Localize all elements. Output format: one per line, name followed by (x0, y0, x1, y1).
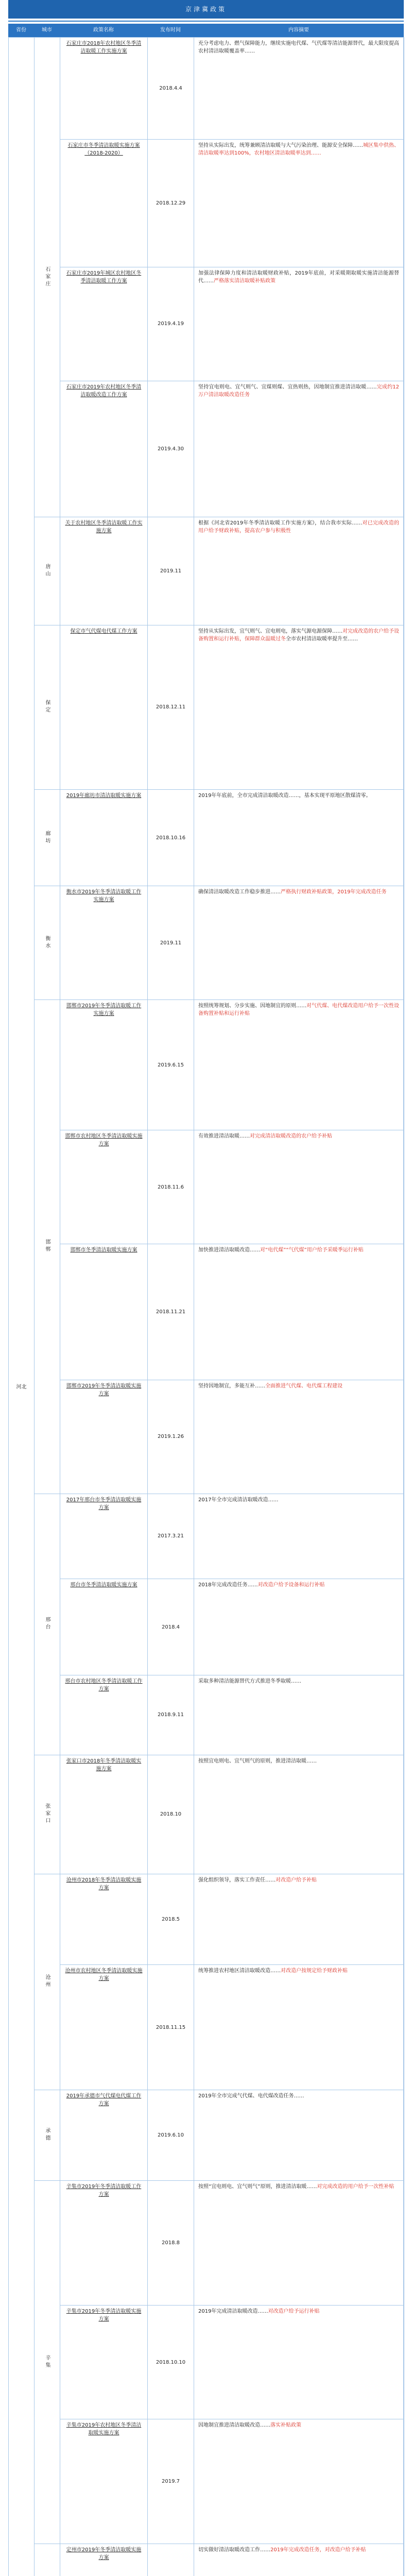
summary-text: 按照统筹规划、分步实施、因地制宜的原则…… (198, 1003, 306, 1009)
publish-date: 2018.11.21 (156, 1309, 186, 1315)
column-header-content: 内容摘要 (288, 27, 309, 33)
summary-text: 2019年全市完成气代煤、电代煤改造任务…… (198, 2093, 304, 2099)
summary-text: 按照宜电则电、宜气则气的原则，推进清洁取暖…… (198, 1758, 317, 1764)
summary-text: 2019年完成清洁取暖改造…… (198, 2309, 268, 2315)
publish-date: 2019.11 (160, 568, 182, 574)
summary-text: 坚持从实际出发，统筹兼顾清洁取暖与大气污染治理、能源安全保障…… (198, 143, 363, 149)
highlighted-text: 严格执行财政补贴政策，2019年完成改造任务 (281, 889, 387, 895)
summary-text: 采取多种清洁能源替代方式推进冬季取暖…… (198, 1679, 301, 1685)
publish-date: 2019.4.19 (158, 321, 184, 327)
publish-date: 2018.12.11 (156, 704, 186, 710)
policy-link[interactable]: 邯郸市冬季清洁取暖实施方案 (70, 1247, 138, 1253)
policy-link[interactable]: 邢台市冬季清洁取暖实施方案 (70, 1582, 138, 1588)
summary-text: 坚持从实际出发，宜气则气、宜电则电，落实气源电源保障…… (198, 628, 342, 634)
policy-link[interactable]: 石家庄市2018年农村地区冬季清洁取暖工作实施方案 (66, 41, 142, 54)
content-summary (194, 1579, 403, 1675)
column-header-city: 城市 (42, 27, 52, 33)
province-cell: 河北 (16, 1384, 27, 1390)
column-header-date: 发布时间 (160, 27, 181, 33)
publish-date: 2019.4.30 (158, 446, 184, 452)
policy-link[interactable]: 辛集市2019年农村地区冬季清洁取暖实施方案 (66, 2422, 142, 2436)
city-cell: 沧州 (44, 1974, 50, 1989)
content-summary (194, 1244, 403, 1380)
city-cell: 邢台 (44, 1617, 50, 1632)
city-cell: 辛集 (44, 2354, 50, 2369)
content-summary (194, 625, 403, 790)
policy-link[interactable]: 石家庄市2019年农村地区冬季清洁取暖改造工作方案 (66, 384, 142, 398)
policy-link[interactable]: 邯郸市农村地区冬季清洁取暖实施方案 (65, 1133, 143, 1147)
publish-date: 2019.6.15 (158, 1062, 184, 1068)
publish-date: 2018.10.10 (156, 2359, 186, 2365)
publish-date: 2018.10 (160, 1811, 182, 1818)
content-summary (194, 1965, 403, 2089)
content-summary (194, 2181, 403, 2305)
content-summary (194, 267, 403, 380)
content-summary (194, 1380, 403, 1493)
publish-date: 2017.3.21 (158, 1533, 184, 1539)
policy-link[interactable]: 张家口市2018年冬季清洁取暖实施方案 (66, 1758, 142, 1772)
policy-link[interactable]: 沧州市2018年冬季清洁取暖实施方案 (66, 1877, 142, 1891)
column-header-province: 省份 (16, 27, 26, 33)
page-title: 京津冀政策 (8, 0, 404, 19)
content-summary (194, 381, 403, 517)
policy-link[interactable]: 定州市2019年冬季清洁取暖实施方案 (66, 2547, 142, 2561)
summary-text: 加快推进清洁取暖改造…… (198, 1247, 260, 1253)
content-summary (194, 2090, 403, 2180)
summary-text: 2018年完成改造任务…… (198, 1582, 258, 1588)
publish-date: 2018.5 (162, 1917, 180, 1923)
highlighted-text: 对已完成改造的用户给予财政补贴，提高农户参与积极性 (198, 520, 400, 534)
summary-text: 切实做好清洁取暖改造工作…… (198, 2547, 270, 2553)
publish-date: 2019.7 (162, 2479, 180, 2485)
policy-link[interactable]: 沧州市农村地区冬季清洁取暖实施方案 (65, 1968, 143, 1982)
content-summary (194, 140, 403, 267)
content-summary (194, 1000, 403, 1130)
highlighted-text: 对改造户给予补贴 (276, 1877, 317, 1883)
policy-link[interactable]: 2019年廊坊市清洁取暖实施方案 (66, 793, 142, 799)
summary-text: 充分考虑电力、燃气保障能力，继续实施电代煤、气代煤等清洁能源替代，最大限度提高农村清洁取暖覆盖率…… (198, 41, 399, 54)
highlighted-text: 对改造户给予设备和运行补贴 (258, 1582, 325, 1588)
policy-link[interactable]: 关于农村地区冬季清洁取暖工作实施方案 (65, 520, 143, 534)
policy-link[interactable]: 邢台市农村地区冬季清洁取暖工作方案 (65, 1679, 143, 1692)
summary-text: 2017年全市完成清洁取暖改造…… (198, 1497, 279, 1503)
publish-date: 2019.1.26 (158, 1434, 184, 1440)
content-summary (194, 2306, 403, 2418)
policy-link[interactable]: 2017年邢台市冬季清洁取暖实施方案 (66, 1497, 142, 1511)
city-cell: 唐山 (44, 563, 50, 578)
policy-link[interactable]: 邯郸市2019年冬季清洁取暖工作实施方案 (66, 1003, 142, 1016)
highlighted-text: 对完成改造的用户给予一次性补贴 (317, 2184, 394, 2190)
column-header-policy: 政策名称 (93, 27, 114, 33)
publish-date: 2018.11.15 (156, 2024, 186, 2030)
publish-date: 2019.6.10 (158, 2132, 184, 2138)
summary-text: 因地制宜推进清洁取暖改造…… (198, 2422, 270, 2428)
highlighted-text: 对气代煤、电代煤改造用户给予一次性设备购置补贴和运行补贴 (198, 1003, 399, 1016)
content-summary (194, 1675, 403, 1754)
city-cell: 保定 (44, 700, 50, 715)
content-summary (194, 2544, 403, 2576)
city-cell: 廊坊 (44, 830, 50, 845)
publish-date: 2018.8 (162, 2240, 180, 2246)
publish-date: 2018.12.29 (156, 200, 186, 207)
policy-link[interactable]: 2019年承德市气代煤电代煤工作方案 (66, 2093, 142, 2107)
publish-date: 2018.9.11 (158, 1712, 184, 1718)
highlighted-text: 2019年完成改造任务，对改造户给予补贴 (270, 2547, 366, 2553)
summary-text: 坚持宜电则电、宜气则气、宜煤则煤、宜热则热，因地制宜推进清洁取暖…… (198, 384, 377, 390)
city-cell: 承德 (44, 2127, 50, 2142)
publish-date (148, 2544, 194, 2576)
highlighted-text: 对改造户给予运行补贴 (268, 2309, 320, 2315)
highlighted-text: 对改造户按规定给予财政补贴 (281, 1968, 348, 1974)
summary-text: 确保清洁取暖改造工作稳步推进…… (198, 889, 281, 895)
policy-link[interactable]: 石家庄市2019年城区农村地区冬季清洁取暖工作方案 (66, 270, 142, 284)
policy-link[interactable]: 邯郸市2019年冬季清洁取暖实施方案 (66, 1383, 142, 1397)
policy-link[interactable]: 保定市气代煤电代煤工作方案 (70, 628, 138, 634)
city-cell: 邯郸 (44, 1239, 50, 1254)
content-summary (194, 1755, 403, 1874)
content-summary (194, 2419, 403, 2544)
highlighted-text: 城区集中供热、清洁取暖率达到100%，农村地区清洁取暖率达到…… (198, 143, 399, 157)
content-summary (194, 1130, 403, 1243)
highlighted-text: 全面推进气代煤、电代煤工程建设 (265, 1383, 342, 1389)
content-summary (194, 517, 403, 624)
city-cell: 衡水 (44, 935, 50, 950)
summary-text: 2019年年底前，全市完成清洁取暖改造……，基本实现平原地区散煤清零。 (198, 793, 371, 799)
summary-text: 根据《河北省2019年冬季清洁取暖工作实施方案》，结合我市实际…… (198, 520, 363, 527)
table-header (8, 24, 404, 37)
content-summary (194, 790, 403, 886)
highlighted-text: 严格落实清洁取暖补贴政策 (214, 278, 276, 284)
publish-date: 2018.4 (162, 1624, 180, 1630)
policy-link[interactable]: 辛集市2019年冬季清洁取暖实施方案 (66, 2309, 142, 2323)
content-summary (194, 38, 403, 139)
policy-link[interactable]: 石家庄市冬季清洁取暖实施方案（2018-2020） (67, 143, 140, 157)
column-divider (403, 37, 404, 2576)
publish-date: 2018.10.16 (156, 835, 186, 841)
city-cell: 石家庄 (44, 266, 50, 288)
policy-link[interactable]: 辛集市2019年冬季清洁取暖工作方案 (66, 2184, 142, 2198)
highlighted-text: 完成约12万户清洁取暖改造任务 (198, 384, 400, 398)
summary-text: 有效推进清洁取暖…… (198, 1133, 250, 1140)
publish-date: 2019.11 (160, 940, 182, 946)
summary-text: 强化组织领导，落实工作责任…… (198, 1877, 276, 1883)
policy-link[interactable]: 衡水市2019年冬季清洁取暖工作实施方案 (66, 889, 142, 903)
city-cell (35, 2544, 60, 2576)
city-cell: 张家口 (44, 1803, 50, 1825)
summary-text: 坚持因地制宜，多能互补…… (198, 1383, 265, 1389)
title-divider (8, 21, 404, 22)
publish-date: 2018.11.6 (158, 1184, 184, 1190)
summary-text: 统筹推进农村地区清洁取暖改造…… (198, 1968, 281, 1974)
summary-text: 按照“宜电则电、宜气则气”原则，推进清洁取暖…… (198, 2184, 317, 2190)
summary-text: 全市农村清洁取暖率提升至…… (286, 636, 358, 642)
highlighted-text: 对“电代煤”“气代煤”用户给予采暖季运行补贴 (260, 1247, 364, 1253)
summary-text: 加强法律保障力度和清洁取暖财政补贴，2019年底前，对采暖期取暖实施清洁能源替代…… (198, 270, 399, 284)
publish-date: 2018.4.4 (159, 86, 182, 92)
content-summary (194, 886, 403, 999)
content-summary (194, 1874, 403, 1964)
content-summary (194, 1494, 403, 1579)
highlighted-text: 对完成清洁取暖改造的农户给予补贴 (250, 1133, 332, 1140)
highlighted-text: 落实补贴政策 (270, 2422, 301, 2428)
highlighted-text: 对完成改造的农户给予设备购置和运行补贴，保障群众温暖过冬 (198, 628, 399, 642)
